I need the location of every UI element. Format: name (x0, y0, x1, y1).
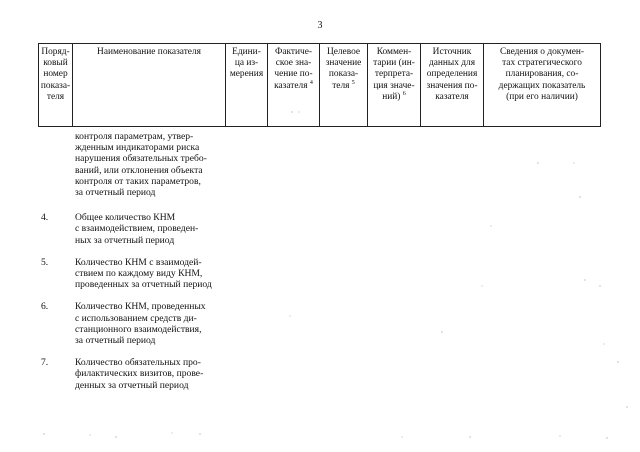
column-header-data-source: Источник данных для определения значения по- казателя (421, 44, 484, 127)
column-header-target-value: Целевое значение показа- теля $^5$ (320, 44, 368, 127)
indicator-name: Количество обязательных про- филактических визитов, прове- денных за отчетный период (75, 357, 204, 391)
row-number: 7. (41, 357, 49, 369)
indicator-name: Количество КНМ с взаимодей- ствием по каждому виду КНМ, проведенных за отчетный период (75, 256, 212, 291)
column-header-indicator-name: Наименование показателя (73, 44, 226, 127)
indicator-name: Количество КНМ, проведенных с использованием средств ди- станционного взаимодействия, за отчетный период (75, 301, 206, 347)
row-number: 6. (41, 301, 49, 313)
column-header-actual-value: Фактиче- ское зна- чение по- казателя $^4$ (268, 44, 320, 127)
indicator-name: Общее количество КНМ с взаимодействием, проведен- ных за отчетный период (75, 212, 199, 246)
column-header-comments: Коммен- тарии (ин- терпрета- ция значе- ний) $^6$ (368, 44, 421, 127)
footnote-ref-4: 4 (309, 79, 313, 86)
column-header-number: Поряд- ковый номер показа- теля (39, 44, 73, 127)
column-header-unit: Едини- ца из- мерения (226, 44, 268, 127)
row-number: 5. (41, 256, 49, 268)
footnote-ref-5: 5 (351, 79, 355, 86)
indicator-name: контроля параметрам, утвер- жденным индикаторами риска нарушения обязательных требо- ваний, или отклонения объекта контроля от таких параметров, за отчетный период (75, 131, 207, 199)
page-number: 3 (317, 20, 323, 31)
row-number: 4. (41, 212, 49, 224)
footnote-ref-6: 6 (402, 90, 406, 97)
column-header-strategic-documents: Сведения о докумен- тах стратегического планирования, со- держащих показатель (при его наличии) (484, 44, 601, 127)
